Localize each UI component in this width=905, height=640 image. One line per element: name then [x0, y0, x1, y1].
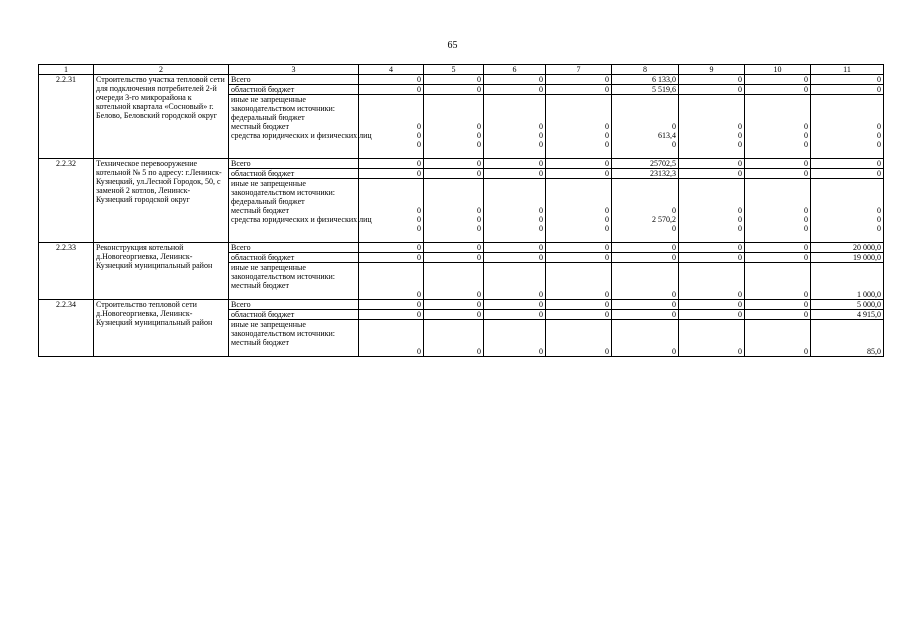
header-gap — [681, 179, 742, 206]
header-gap — [614, 179, 676, 206]
value-cell: 5 519,6 — [612, 85, 679, 95]
header-gap — [813, 179, 881, 206]
value-cell: 0 — [546, 310, 612, 320]
value-cell: 0 — [484, 253, 546, 263]
item-code: 2.2.34 — [39, 300, 94, 357]
value-column — [424, 179, 484, 243]
value-cell: 20 000,0 — [811, 243, 884, 253]
value-cell: 0 — [877, 206, 881, 215]
other-sources-cell — [229, 263, 359, 300]
value-cell: 0 — [477, 122, 481, 131]
value-cell: 0 — [745, 253, 811, 263]
funding-source: средства юридических и физических лиц — [231, 131, 372, 140]
value-cell: 0 — [877, 122, 881, 131]
header-gap — [486, 179, 543, 206]
value-cell: 0 — [804, 215, 808, 224]
value-cell: 0 — [605, 215, 609, 224]
value-cell: 0 — [804, 140, 808, 149]
value-cell: 0 — [539, 347, 543, 356]
table-row — [39, 75, 884, 85]
value-cell: 0 — [424, 310, 484, 320]
value-cell: 0 — [417, 215, 421, 224]
value-column — [612, 179, 679, 243]
value-cell: 0 — [804, 224, 808, 233]
value-cell: 0 — [738, 215, 742, 224]
value-cell: 0 — [539, 140, 543, 149]
value-column — [359, 320, 424, 357]
header-gap — [486, 263, 543, 290]
budget-table — [38, 64, 884, 357]
header-gap — [486, 320, 543, 347]
value-cell: 0 — [605, 347, 609, 356]
value-cell: 0 — [417, 122, 421, 131]
value-cell: 0 — [424, 75, 484, 85]
value-cell: 0 — [424, 85, 484, 95]
header-gap — [747, 263, 808, 290]
value-cell: 0 — [546, 159, 612, 169]
value-cell: 0 — [605, 122, 609, 131]
value-column — [679, 320, 745, 357]
value-cell: 0 — [679, 243, 745, 253]
column-header: 5 — [424, 65, 484, 75]
header-gap — [548, 263, 609, 290]
value-column — [484, 179, 546, 243]
value-cell: 0 — [877, 224, 881, 233]
funding-source: Всего — [229, 159, 359, 169]
funding-source: средства юридических и физических лиц — [231, 215, 372, 224]
other-sources-header: иные не запрещенные законодательством источники: — [231, 179, 336, 197]
value-cell: 0 — [477, 140, 481, 149]
value-cell: 0 — [359, 300, 424, 310]
value-cell: 0 — [417, 140, 421, 149]
header-gap — [747, 95, 808, 122]
item-name: Строительство тепловой сети д.Новогеоргиевка, Ленинск-Кузнецкий муниципальный район — [94, 300, 229, 357]
value-column — [546, 263, 612, 300]
value-column — [811, 95, 884, 159]
header-gap — [614, 263, 676, 290]
value-cell: 0 — [738, 140, 742, 149]
header-gap — [361, 179, 421, 206]
value-cell: 0 — [612, 310, 679, 320]
value-column — [811, 320, 884, 357]
value-cell: 0 — [484, 310, 546, 320]
header-gap — [426, 263, 481, 290]
value-cell: 0 — [424, 243, 484, 253]
column-header: 3 — [229, 65, 359, 75]
header-gap — [681, 320, 742, 347]
column-header: 1 — [39, 65, 94, 75]
value-cell: 0 — [424, 300, 484, 310]
value-cell: 0 — [877, 140, 881, 149]
item-name: Техническое перевооружение котельной № 5 по адресу: г.Ленинск-Кузнецкий, ул.Лесной Городок, 50, с заменой 2 котлов, Ленинск-Кузнецкий городской округ — [94, 159, 229, 243]
value-cell: 0 — [359, 75, 424, 85]
header-gap — [813, 95, 881, 122]
value-cell: 2 570,2 — [652, 215, 676, 224]
funding-source: федеральный бюджет — [231, 113, 305, 122]
value-column — [484, 263, 546, 300]
value-cell: 0 — [605, 206, 609, 215]
header-gap — [614, 320, 676, 347]
value-cell: 0 — [877, 131, 881, 140]
value-cell: 0 — [745, 85, 811, 95]
value-cell: 0 — [477, 131, 481, 140]
header-gap — [426, 320, 481, 347]
value-cell: 0 — [359, 85, 424, 95]
header-row — [39, 65, 884, 75]
value-cell: 0 — [804, 131, 808, 140]
value-column — [679, 263, 745, 300]
value-cell: 0 — [672, 347, 676, 356]
value-cell: 0 — [811, 159, 884, 169]
value-cell: 0 — [546, 169, 612, 179]
funding-source: местный бюджет — [231, 206, 289, 215]
value-column — [811, 179, 884, 243]
value-column — [546, 95, 612, 159]
value-column — [359, 263, 424, 300]
value-cell: 1 000,0 — [857, 290, 881, 299]
table-row — [39, 243, 884, 253]
value-cell: 0 — [672, 290, 676, 299]
value-cell: 0 — [539, 122, 543, 131]
value-cell: 0 — [804, 206, 808, 215]
value-cell: 0 — [417, 224, 421, 233]
value-cell: 0 — [612, 243, 679, 253]
value-cell: 0 — [484, 300, 546, 310]
value-cell: 0 — [539, 206, 543, 215]
value-cell: 0 — [811, 85, 884, 95]
value-cell: 0 — [745, 159, 811, 169]
value-cell: 0 — [804, 122, 808, 131]
value-cell: 0 — [745, 169, 811, 179]
funding-source: местный бюджет — [231, 122, 289, 131]
funding-source: Всего — [229, 75, 359, 85]
value-cell: 0 — [738, 206, 742, 215]
value-cell: 25702,5 — [612, 159, 679, 169]
value-cell: 0 — [546, 85, 612, 95]
page-number: 65 — [447, 40, 458, 51]
value-cell: 0 — [424, 253, 484, 263]
header-gap — [614, 95, 676, 122]
value-cell: 0 — [477, 206, 481, 215]
value-cell: 0 — [679, 253, 745, 263]
value-cell: 0 — [612, 253, 679, 263]
header-gap — [813, 320, 881, 347]
value-cell: 0 — [679, 75, 745, 85]
value-cell: 0 — [679, 159, 745, 169]
header-gap — [681, 263, 742, 290]
funding-source: областной бюджет — [229, 253, 359, 263]
funding-source: областной бюджет — [229, 169, 359, 179]
value-cell: 0 — [605, 290, 609, 299]
value-cell: 0 — [417, 206, 421, 215]
value-cell: 19 000,0 — [811, 253, 884, 263]
header-gap — [548, 95, 609, 122]
value-cell: 0 — [738, 290, 742, 299]
funding-source: областной бюджет — [229, 85, 359, 95]
value-cell: 613,4 — [658, 131, 676, 140]
value-cell: 0 — [672, 224, 676, 233]
value-cell: 0 — [417, 290, 421, 299]
value-cell: 0 — [738, 122, 742, 131]
value-column — [745, 263, 811, 300]
header-gap — [486, 95, 543, 122]
column-header: 11 — [811, 65, 884, 75]
value-cell: 0 — [484, 159, 546, 169]
funding-source: федеральный бюджет — [231, 197, 305, 206]
value-cell: 0 — [679, 300, 745, 310]
other-sources-cell — [229, 320, 359, 357]
funding-source: Всего — [229, 243, 359, 253]
value-column — [745, 179, 811, 243]
value-column — [679, 95, 745, 159]
value-column — [484, 95, 546, 159]
header-gap — [813, 263, 881, 290]
value-cell: 0 — [877, 215, 881, 224]
value-column — [359, 179, 424, 243]
value-cell: 0 — [539, 290, 543, 299]
value-cell: 0 — [804, 290, 808, 299]
value-column — [612, 263, 679, 300]
value-cell: 0 — [546, 300, 612, 310]
value-cell: 0 — [477, 347, 481, 356]
value-cell: 0 — [745, 310, 811, 320]
header-gap — [548, 320, 609, 347]
value-cell: 0 — [424, 169, 484, 179]
header-gap — [361, 263, 421, 290]
value-column — [424, 95, 484, 159]
value-column — [612, 320, 679, 357]
value-column — [484, 320, 546, 357]
value-cell: 0 — [477, 215, 481, 224]
header-gap — [548, 179, 609, 206]
item-code: 2.2.32 — [39, 159, 94, 243]
value-cell: 0 — [359, 243, 424, 253]
column-header: 4 — [359, 65, 424, 75]
table-row — [39, 159, 884, 169]
value-cell: 0 — [359, 169, 424, 179]
header-gap — [681, 95, 742, 122]
value-cell: 0 — [745, 75, 811, 85]
column-header: 9 — [679, 65, 745, 75]
column-header: 6 — [484, 65, 546, 75]
item-code: 2.2.31 — [39, 75, 94, 159]
value-cell: 0 — [679, 169, 745, 179]
other-sources-header: иные не запрещенные законодательством источники: — [231, 95, 336, 113]
value-cell: 0 — [359, 159, 424, 169]
value-column — [424, 320, 484, 357]
value-cell: 0 — [477, 290, 481, 299]
value-cell: 0 — [477, 224, 481, 233]
value-cell: 0 — [745, 243, 811, 253]
value-column — [546, 320, 612, 357]
value-cell: 0 — [605, 131, 609, 140]
value-cell: 0 — [679, 310, 745, 320]
item-name: Строительство участка тепловой сети для подключения потребителей 2-й очереди 3-го микрорайона к котельной квартала «Сосновый» г. Белово, Беловский городской округ — [94, 75, 229, 159]
other-sources-cell — [229, 179, 372, 243]
header-gap — [747, 179, 808, 206]
value-cell: 5 000,0 — [811, 300, 884, 310]
column-header: 10 — [745, 65, 811, 75]
spacer — [231, 149, 356, 157]
header-gap — [426, 179, 481, 206]
value-cell: 0 — [679, 85, 745, 95]
value-cell: 0 — [539, 215, 543, 224]
item-code: 2.2.33 — [39, 243, 94, 300]
value-cell: 0 — [811, 75, 884, 85]
value-cell: 0 — [424, 159, 484, 169]
value-column — [679, 179, 745, 243]
value-cell: 0 — [417, 347, 421, 356]
value-cell: 0 — [738, 224, 742, 233]
value-cell: 0 — [738, 347, 742, 356]
funding-source: областной бюджет — [229, 310, 359, 320]
column-header: 8 — [612, 65, 679, 75]
funding-source: местный бюджет — [231, 281, 289, 290]
value-column — [745, 320, 811, 357]
value-cell: 4 915,0 — [811, 310, 884, 320]
value-column — [745, 95, 811, 159]
other-sources-cell — [229, 95, 372, 159]
header-gap — [361, 95, 421, 122]
table-row — [39, 300, 884, 310]
value-column — [546, 179, 612, 243]
value-cell: 0 — [612, 300, 679, 310]
value-cell: 0 — [484, 169, 546, 179]
value-cell: 0 — [672, 206, 676, 215]
value-cell: 0 — [605, 224, 609, 233]
funding-source: местный бюджет — [231, 338, 289, 347]
value-cell: 0 — [359, 310, 424, 320]
other-sources-header: иные не запрещенные законодательством источники: — [231, 263, 336, 281]
value-cell: 0 — [804, 347, 808, 356]
value-cell: 23132,3 — [612, 169, 679, 179]
value-cell: 0 — [546, 243, 612, 253]
value-column — [359, 95, 424, 159]
value-cell: 0 — [484, 85, 546, 95]
value-cell: 0 — [811, 169, 884, 179]
value-column — [424, 263, 484, 300]
value-column — [612, 95, 679, 159]
value-cell: 0 — [539, 131, 543, 140]
value-cell: 6 133,0 — [612, 75, 679, 85]
value-cell: 0 — [745, 300, 811, 310]
header-gap — [747, 320, 808, 347]
funding-source: Всего — [229, 300, 359, 310]
value-column — [811, 263, 884, 300]
value-cell: 0 — [672, 122, 676, 131]
value-cell: 0 — [359, 253, 424, 263]
value-cell: 0 — [546, 253, 612, 263]
value-cell: 0 — [484, 243, 546, 253]
value-cell: 0 — [539, 224, 543, 233]
header-gap — [361, 320, 421, 347]
column-header: 7 — [546, 65, 612, 75]
value-cell: 0 — [672, 140, 676, 149]
value-cell: 0 — [417, 131, 421, 140]
spacer — [231, 233, 356, 241]
other-sources-header: иные не запрещенные законодательством источники: — [231, 320, 336, 338]
value-cell: 0 — [546, 75, 612, 85]
column-header: 2 — [94, 65, 229, 75]
value-cell: 85,0 — [867, 347, 881, 356]
header-gap — [426, 95, 481, 122]
value-cell: 0 — [605, 140, 609, 149]
item-name: Реконструкция котельной д.Новогеоргиевка, Ленинск-Кузнецкий муниципальный район — [94, 243, 229, 300]
value-cell: 0 — [484, 75, 546, 85]
value-cell: 0 — [738, 131, 742, 140]
